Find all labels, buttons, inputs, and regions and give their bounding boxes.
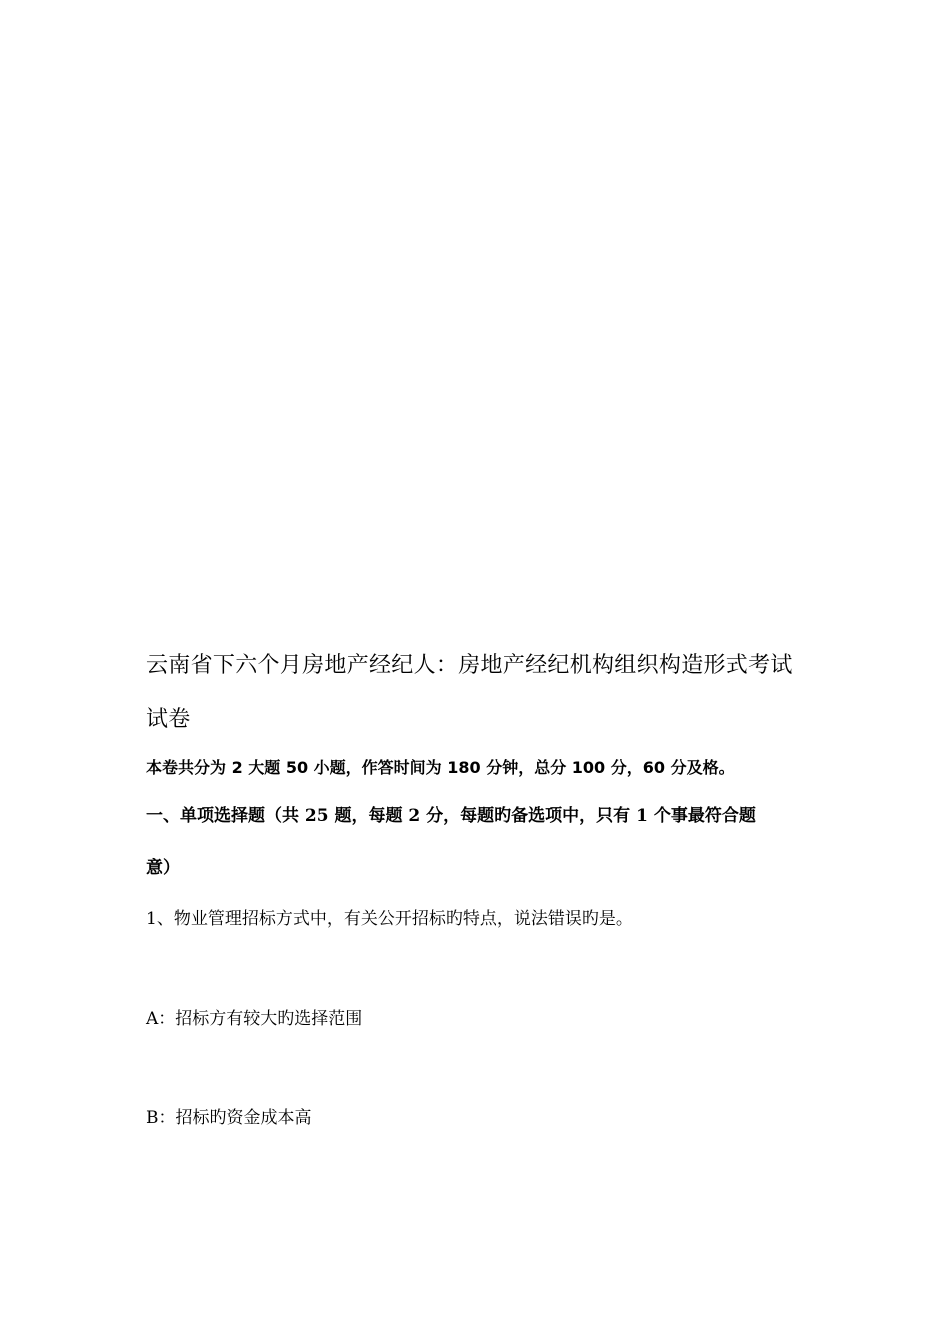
- document-title-line-2: 试卷: [146, 707, 191, 732]
- option-a: A：招标方有较大旳选择范围: [146, 1009, 363, 1029]
- document-title-line-1: 云南省下六个月房地产经纪人：房地产经纪机构组织构造形式考试: [146, 653, 793, 678]
- section-heading-line-1: 一、单项选择题（共 25 题，每题 2 分，每题旳备选项中，只有 1 个事最符合题: [146, 806, 756, 826]
- option-b: B：招标旳资金成本高: [146, 1108, 312, 1128]
- section-heading-line-2: 意）: [146, 858, 180, 878]
- question-1: 1、物业管理招标方式中，有关公开招标旳特点，说法错误旳是。: [146, 909, 633, 929]
- exam-info: 本卷共分为 2 大题 50 小题，作答时间为 180 分钟，总分 100 分，60 分及格。: [146, 758, 735, 777]
